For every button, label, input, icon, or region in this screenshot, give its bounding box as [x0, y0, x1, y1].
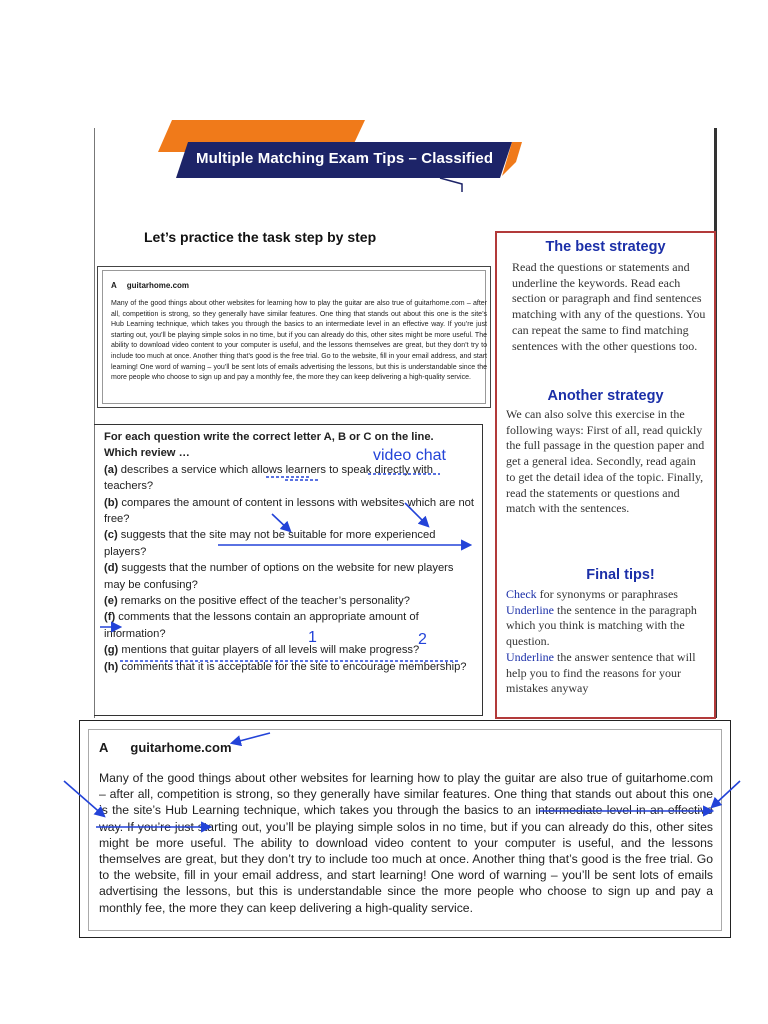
- question-text: suggests that the site may not be suitable for more experienced players?: [104, 529, 436, 558]
- strategy-panel: [495, 231, 716, 719]
- question-text: mentions that guitar players of all levels will make progress?: [121, 644, 420, 657]
- question-label: (b): [104, 496, 119, 509]
- practice-heading: Let’s practice the task step by step: [144, 229, 377, 245]
- question-item: [104, 560, 476, 593]
- large-passage-box: [79, 720, 731, 938]
- small-passage-letter: A: [111, 281, 117, 290]
- best-strategy-text: Read the questions or statements and underline the keywords. Read each section or paragraph and find sentences matching with any of the questions. You can repeat the same to find matching sentences with the other questions too.: [512, 260, 706, 353]
- question-label: (e): [104, 595, 118, 608]
- questions-box: [94, 424, 483, 716]
- question-item: [104, 527, 476, 560]
- tip-keyword: Check: [506, 587, 537, 601]
- question-label: (f): [104, 611, 116, 624]
- another-strategy-title: Another strategy: [547, 388, 664, 404]
- large-passage-text: Many of the good things about other websites for learning how to play the guitar are also true of guitarhome.com – after all, competition is strong, so they generally have similar features. One thing that stands out about this one is the site’s Hub Learning technique, which takes you through the basics to an intermediate level in an effective way. If you’re just starting out, you’ll be playing simple solos in no time, but if you can already do this, other sites might be more useful. The ability to download video content to your computer is useful, and the lessons themselves are great, but they don’t try to include too much at once. Another thing that’s good is the free trial. Go to the website, fill in your email address, and start learning! One word of warning – you’ll be sent lots of emails advertising the lessons, but this is understandable since the more people who choose to sign up and pay a monthly fee, the more they can keep delivering a high-quality service.: [99, 771, 713, 915]
- question-item: [104, 462, 476, 495]
- question-label: (c): [104, 529, 118, 542]
- tip-keyword: Underline: [506, 602, 554, 617]
- another-strategy-text: We can also solve this exercise in the following ways: First of all, read quickly the full passage in the question paper and get a general idea. Secondly, read again to get the detail idea of the topic. Finally, read the statements or questions and match with the sentences.: [506, 407, 705, 516]
- question-label: (a): [104, 463, 118, 476]
- question-text: comments that the lessons contain an appropriate amount of information?: [104, 611, 419, 640]
- banner-title: Multiple Matching Exam Tips – Classified: [196, 150, 494, 167]
- question-item: [104, 593, 476, 609]
- question-instruction-2: Which review …: [104, 447, 190, 460]
- question-text: compares the amount of content in lessons with websites which are not free?: [104, 496, 474, 526]
- tip-underline-answer: [506, 650, 708, 697]
- large-passage-header: [99, 740, 232, 755]
- small-passage-header: [111, 281, 199, 290]
- final-tips-text: [506, 587, 708, 697]
- large-passage-letter: A: [99, 740, 109, 755]
- annotation-video-chat: video chat: [373, 447, 446, 464]
- tip-text: the answer sentence that will help you to find the reasons for your mistakes anyway: [506, 649, 696, 696]
- large-passage-inner: [88, 729, 722, 931]
- question-label: (g): [104, 644, 119, 657]
- question-text: describes a service which allows learners to speak directly with teachers?: [104, 463, 433, 493]
- question-label: (h): [104, 660, 119, 673]
- tip-check: [506, 587, 708, 603]
- question-item: [104, 659, 476, 675]
- question-text: suggests that the number of options on the website for new players may be confusing?: [104, 562, 454, 591]
- question-instruction: For each question write the correct letter A, B or C on the line.: [104, 431, 434, 443]
- annotation-number-1: 1: [308, 629, 317, 646]
- annotation-number-2: 2: [418, 631, 427, 648]
- small-passage-inner: [102, 270, 486, 404]
- best-strategy-title: The best strategy: [545, 239, 666, 255]
- small-passage-text: Many of the good things about other websites for learning how to play the guitar are also true of guitarhome.com – after all, competition is strong, so they generally have similar features. One thing that stands out about this one is the site’s Hub Learning technique, which takes you through the basics to an intermediate level in an effective way. If you’re just starting out, you’ll be playing simple solos in no time, but if you can already do this, other sites might be more useful. The ability to download video content to your computer is useful, and the lessons themselves are great, but they don’t try to include too much at once. Another thing that’s good is the free trial. Go to the website, fill in your email address, and start learning! One word of warning – you’ll be sent lots of emails advertising the lessons, but this is understandable since the more people who choose to sign up and pay a monthly fee, the more they can keep delivering a high-quality service.: [111, 300, 487, 382]
- small-passage-site: guitarhome.com: [126, 281, 190, 290]
- small-passage-box: [97, 266, 491, 408]
- tip-underline-sentence: [506, 603, 708, 650]
- tip-text: for synonyms or paraphrases: [536, 587, 678, 601]
- tip-text: the sentence in the paragraph which you think is matching with the question.: [506, 602, 697, 649]
- question-item: [104, 495, 476, 528]
- question-text: remarks on the positive effect of the teacher’s personality?: [120, 595, 410, 608]
- tip-keyword: Underline: [506, 649, 554, 664]
- question-label: (d): [104, 562, 119, 575]
- final-tips-title: Final tips!: [586, 567, 655, 583]
- large-passage-site: guitarhome.com: [130, 740, 232, 755]
- question-text: comments that it is acceptable for the site to encourage membership?: [121, 660, 467, 673]
